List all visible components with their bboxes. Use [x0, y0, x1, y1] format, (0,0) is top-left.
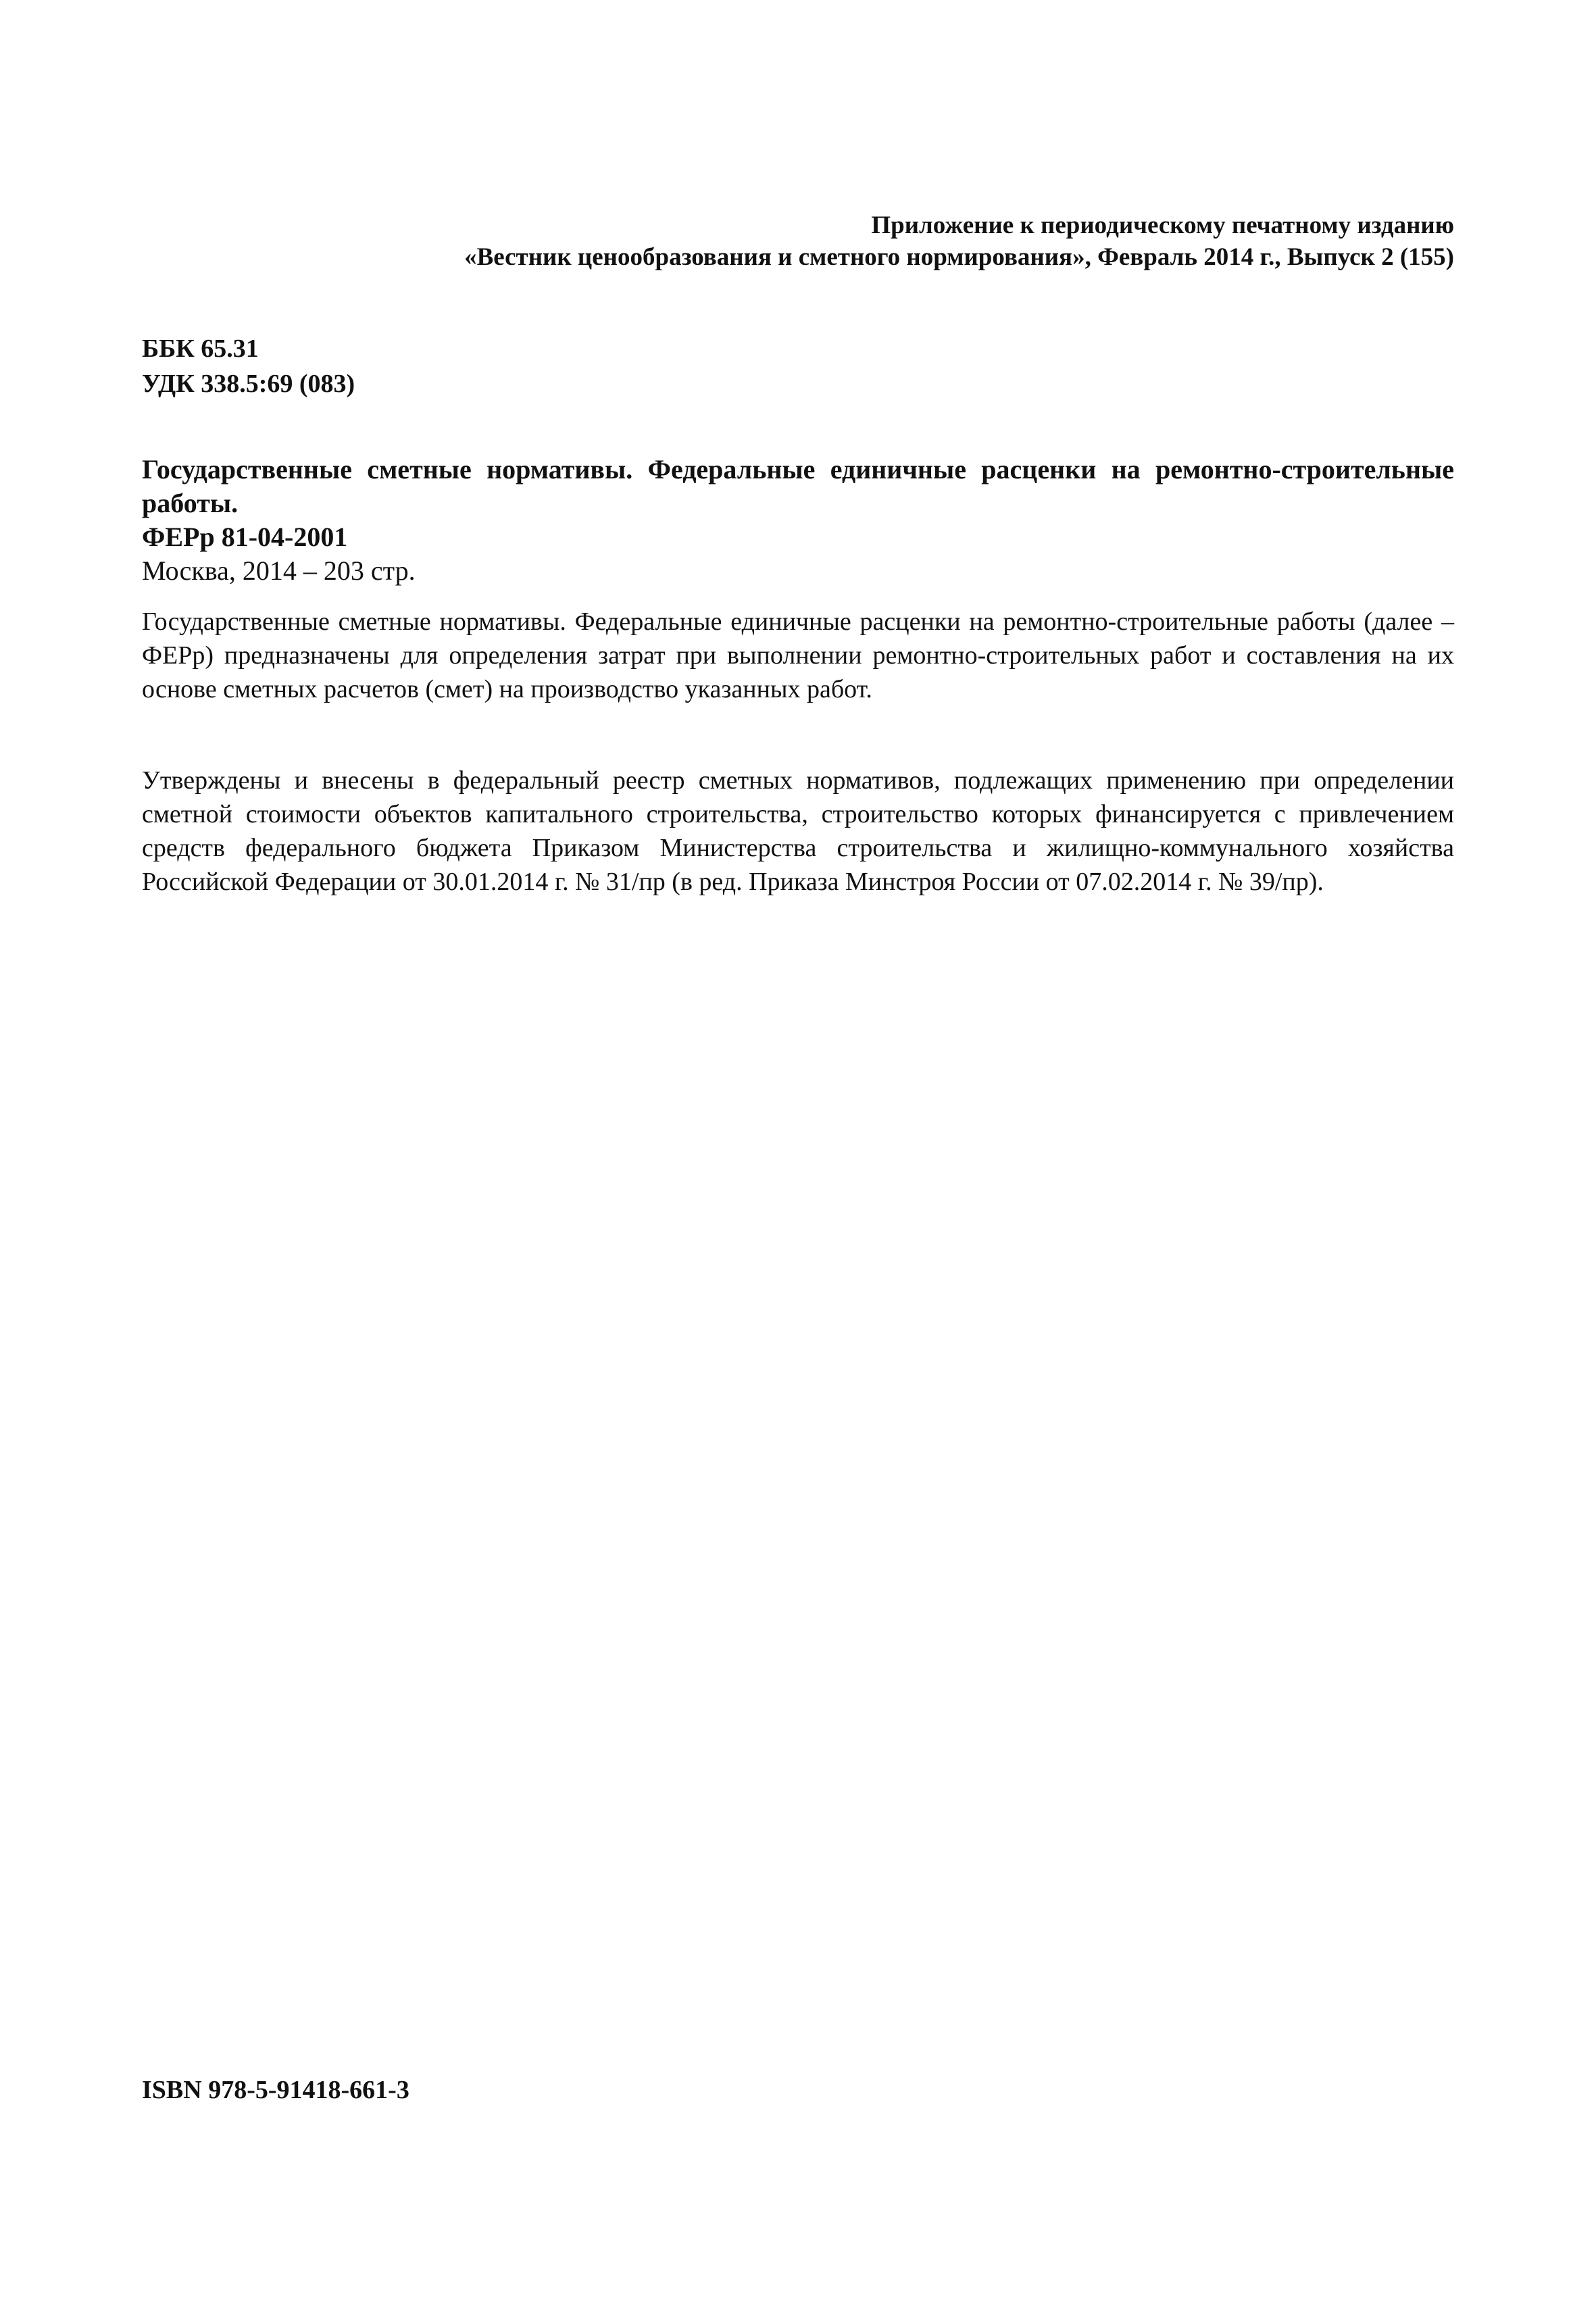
classification-codes [142, 331, 355, 401]
description-section [142, 605, 1454, 706]
approval-paragraph: Утверждены и внесены в федеральный реестр сметных нормативов, подлежащих применению при определении сметной стоимости объектов капитального строительства, строительство которых финансируется с привлечением средств федерального бюджета Приказом Министерства строительства и жилищно-коммунального хозяйства Российской Федерации от 30.01.2014 г. № 31/пр (в ред. Приказа Минстроя России от 07.02.2014 г. № 39/пр). [142, 766, 1454, 896]
document-code: ФЕРр 81-04-2001 [142, 522, 348, 552]
header-line-2: «Вестник ценообразования и сметного нормирования», Февраль 2014 г., Выпуск 2 (155) [464, 243, 1454, 271]
publication-header [464, 209, 1454, 273]
udk-code: УДК 338.5:69 (083) [142, 370, 355, 398]
header-line-1: Приложение к периодическому печатному изданию [871, 211, 1454, 239]
document-title: Государственные сметные нормативы. Федеральные единичные расценки на ремонтно-строительные работы. [142, 454, 1454, 518]
description-paragraph: Государственные сметные нормативы. Федеральные единичные расценки на ремонтно-строительные работы (далее – ФЕРр) предназначены для определения затрат при выполнении ремонтно-строительных работ и составления на их основе сметных расчетов (смет) на производство указанных работ. [142, 607, 1454, 703]
publication-info: Москва, 2014 – 203 стр. [142, 555, 416, 586]
bbk-code: ББК 65.31 [142, 334, 259, 363]
approval-section [142, 764, 1454, 899]
title-block [142, 453, 1454, 588]
isbn: ISBN 978-5-91418-661-3 [142, 2076, 409, 2104]
